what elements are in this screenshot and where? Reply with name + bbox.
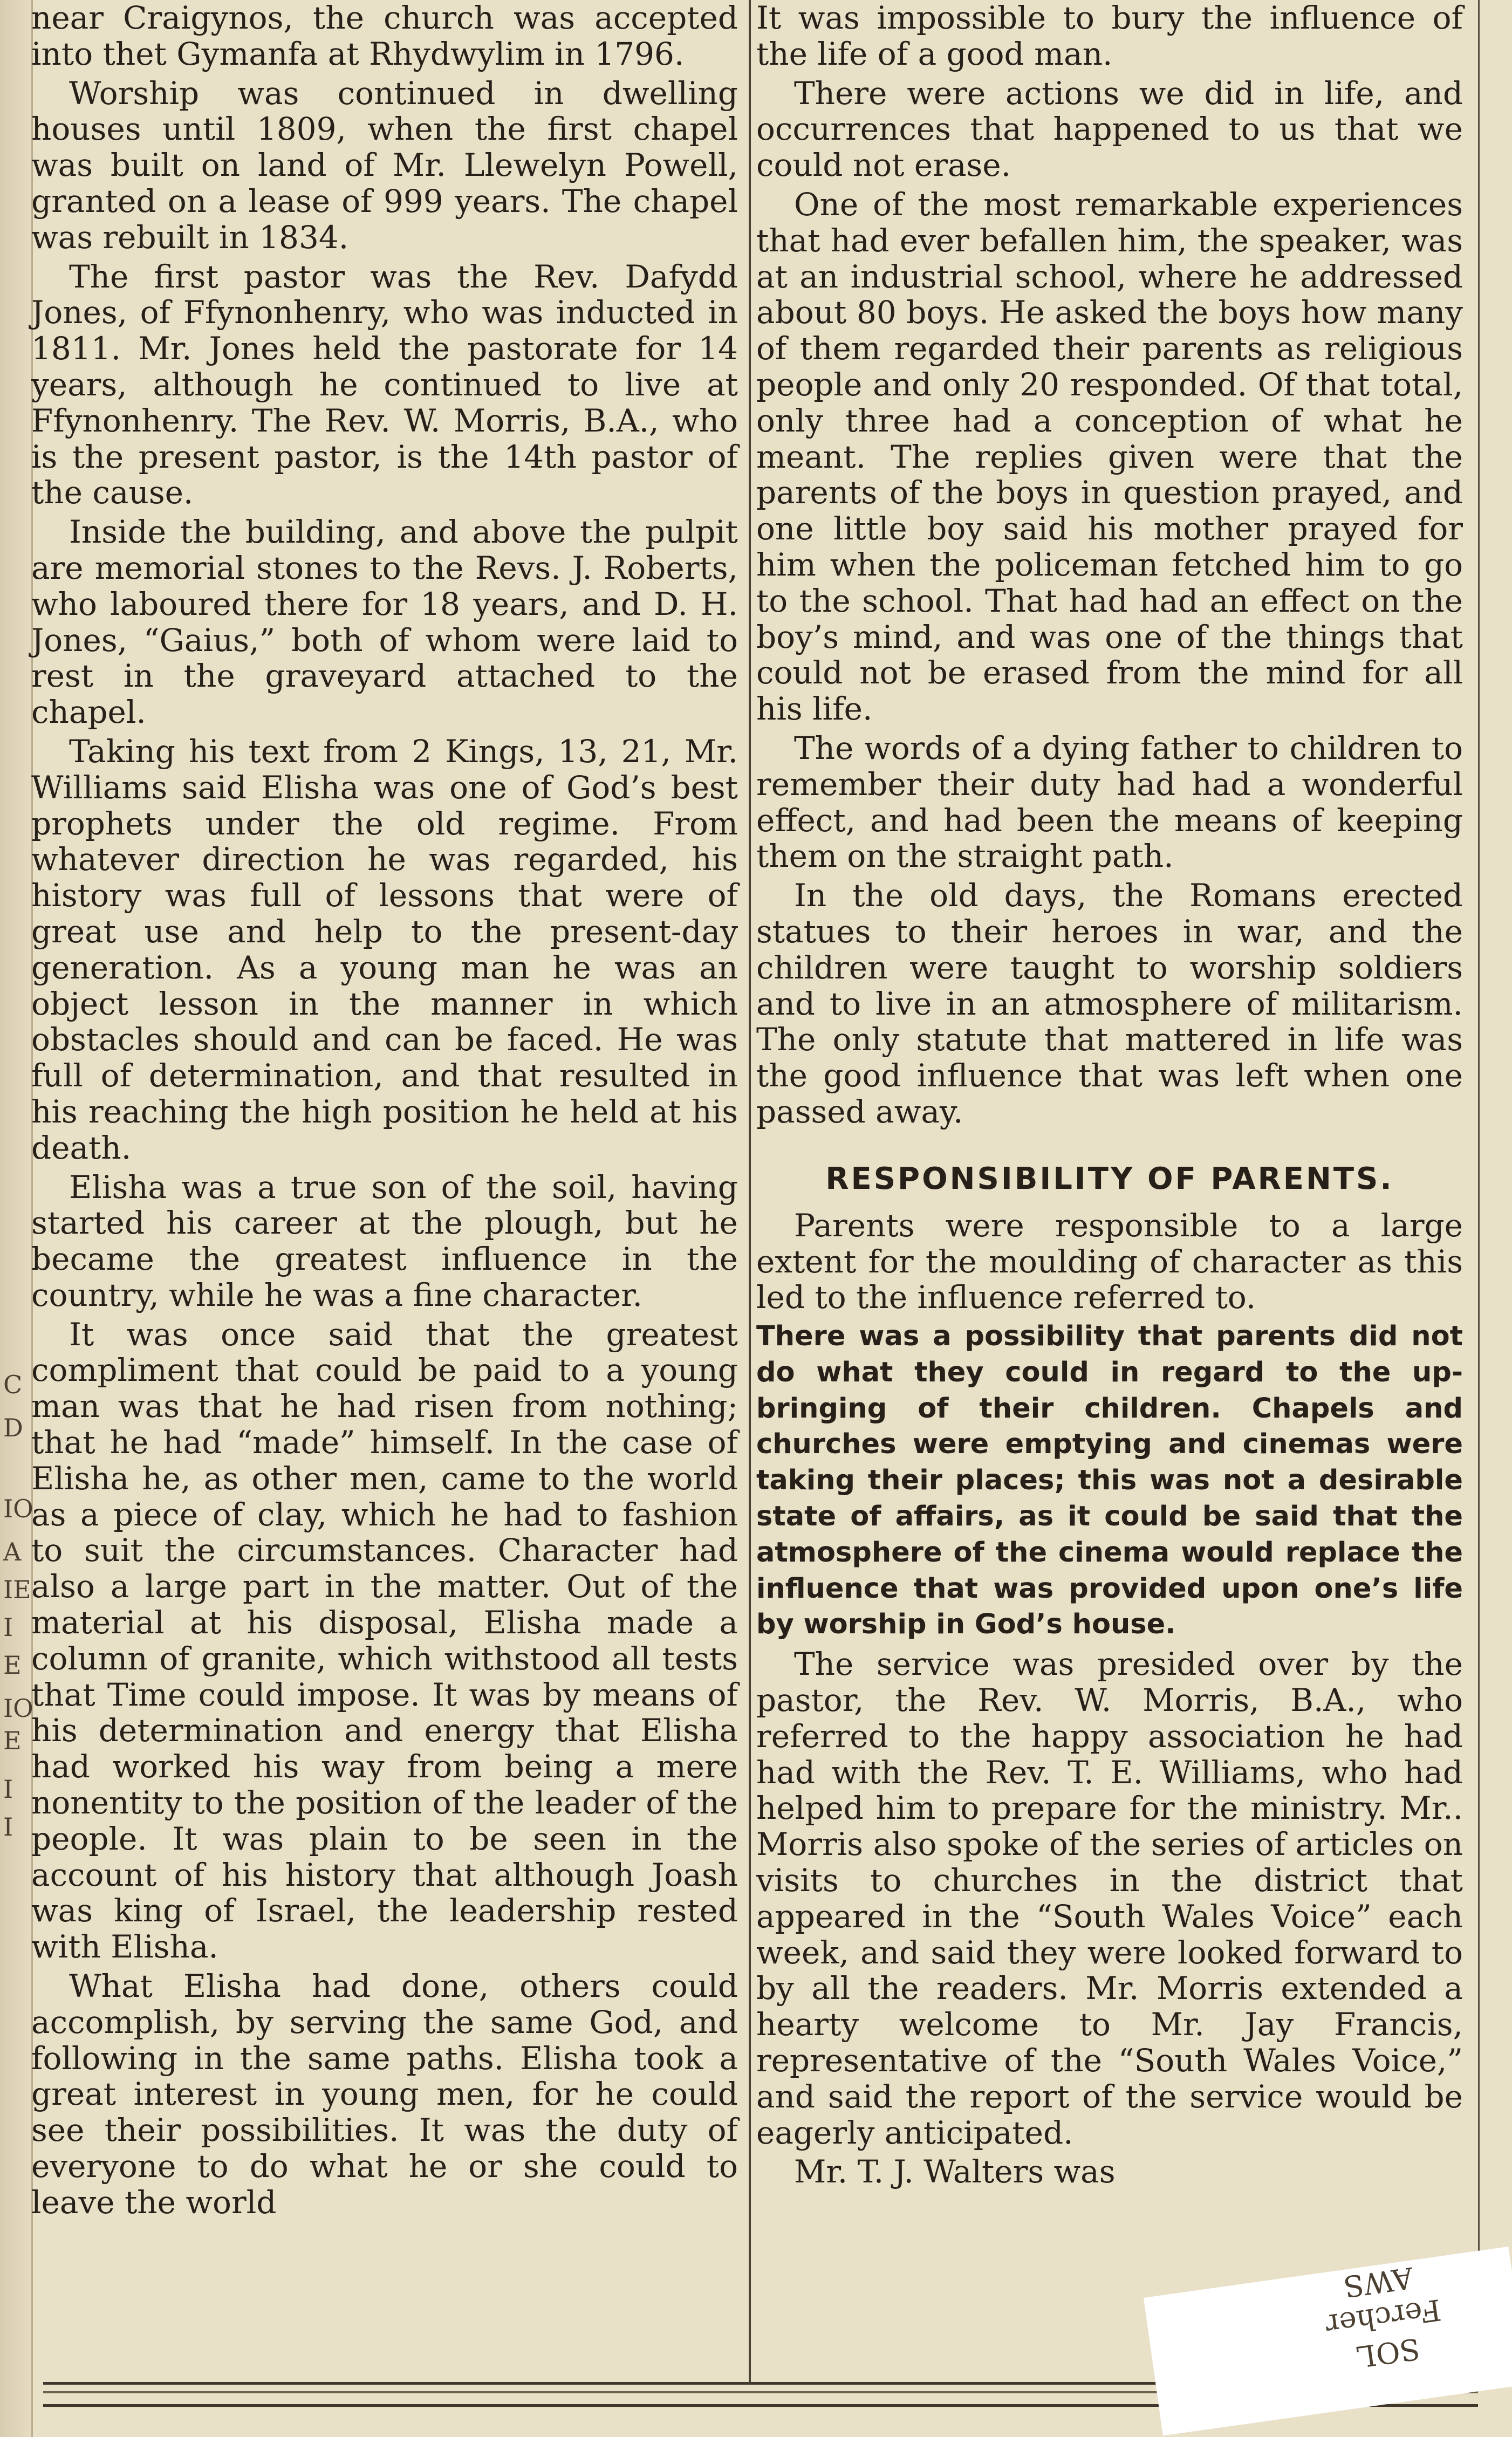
- column-divider: [749, 0, 751, 2384]
- margin-fragment: I: [3, 1613, 13, 1642]
- paragraph: One of the most remarkable experiences that had ever befallen him, the speaker, was at an industrial school, where he addressed about 80 boys. He asked the boys how many of them regarded their parents as religious people and only 20 responded. Of that total, only three had a conception of what he meant. The replies given were that the parents of the boys in question prayed, and one little boy said his mother prayed for him when the policeman fetched him to go to the school. That had had an effect on the boy’s mind, and was one of the things that could not be erased from the mind for all his life.: [756, 186, 1463, 728]
- margin-fragment: IO: [3, 1694, 33, 1723]
- margin-fragment: D: [3, 1413, 23, 1442]
- paragraph: Parents were responsible to a large extent for the moulding of character as this led to the influence referred to.: [756, 1207, 1463, 1316]
- margin-fragment: C: [3, 1370, 23, 1399]
- margin-fragment: E: [3, 1651, 22, 1680]
- margin-fragment: E: [3, 1726, 22, 1755]
- paragraph: Inside the building, and above the pulpit are memorial stones to the Revs. J. Roberts, who laboured there for 18 years, and D. H. Jones, “Gaius,” both of whom were laid to rest in the graveyard attached to the chapel.: [31, 514, 738, 731]
- paragraph: The words of a dying father to children to remember their duty had had a wonderful effect, and had been the means of keeping them on the straight path.: [756, 729, 1463, 875]
- margin-fragment: I: [3, 1775, 13, 1804]
- paragraph: Elisha was a true son of the soil, having started his career at the plough, but he became the greatest influence in the country, while he was a fine character.: [31, 1168, 738, 1313]
- margin-fragment: I: [3, 1812, 13, 1842]
- right-column: [756, 0, 1463, 2193]
- paragraph: What Elisha had done, others could accomplish, by serving the same God, and following in the same paths. Elisha took a great interest in young men, for he could see their possibilities. It was the duty of everyone to do what he or she could to leave the world: [31, 1968, 738, 2221]
- stamp-line: AWS: [1341, 2260, 1415, 2304]
- paragraph-continued: Mr. T. J. Walters was: [794, 2153, 1116, 2190]
- paragraph: There were actions we did in life, and occurrences that happened to us that we could not erase.: [756, 74, 1463, 184]
- paragraph: Worship was continued in dwelling houses until 1809, when the first chapel was built on land of Mr. Llewelyn Powell, granted on a lease of 999 years. The chapel was rebuilt in 1834.: [31, 74, 738, 256]
- right-column-rule: [1478, 0, 1480, 2346]
- paragraph: The first pastor was the Rev. Dafydd Jones, of Ffynonhenry, who was inducted in 1811. Mr. Jones held the pastorate for 14 years, although he continued to live at Ffynonhenry. The Rev. W. Morris, B.A., who is the present pastor, is the 14th pastor of the cause.: [31, 258, 738, 511]
- margin-fragment: IO: [3, 1494, 33, 1523]
- stamp-line: SOL: [1354, 2331, 1422, 2374]
- section-heading: RESPONSIBILITY OF PARENTS.: [825, 1161, 1394, 1196]
- adjacent-column-edge: [0, 0, 33, 2437]
- paragraph: In the old days, the Romans erected statues to their heroes in war, and the children were taught to worship soldiers and to live in an atmosphere of militarism. The only statute that mattered in life was the good influence that was left when one passed away.: [756, 877, 1463, 1130]
- paragraph: Taking his text from 2 Kings, 13, 21, Mr. Williams said Elisha was one of God’s best prophets under the old regime. From whatever direction he was regarded, his history was full of lessons that were of great use and help to the present-day generation. As a young man he was an object lesson in the manner in which obstacles should and can be faced. He was full of determination, and that resulted in his reaching the high position he held at his death.: [31, 733, 738, 1166]
- paragraph: It was once said that the greatest compliment that could be paid to a young man was that he had risen from nothing; that he had “made” himself. In the case of Elisha he, as other men, came to the world as a piece of clay, which he had to fashion to suit the circumstances. Character had also a large part in the matter. Out of the material at his disposal, Elisha made a column of granite, which withstood all tests that Time could impose. It was by means of his determination and energy that Elisha had worked his way from being a mere nonentity to the position of the leader of the people. It was plain to be seen in the account of his history that although Joash was king of Israel, the leadership rested with Elisha.: [31, 1316, 738, 1966]
- margin-fragment: A: [3, 1537, 22, 1566]
- margin-fragment: IE: [3, 1575, 31, 1604]
- left-column: [31, 0, 738, 2224]
- paragraph: near Craigynos, the church was accepted into thet Gymanfa at Rhydwylim in 1796.: [31, 0, 738, 72]
- bold-paragraph: There was a possibility that parents did not do what they could in regard to the up-bringing of their children. Chapels and churches were emptying and cinemas were taking their places; this was not a desirable state of affairs, as it could be said that the atmosphere of the cinema would replace the influence that was provided upon one’s life by worship in God’s house.: [756, 1320, 1463, 1641]
- stamp-line: Fercher: [1323, 2292, 1443, 2343]
- paragraph: The service was presided over by the pastor, the Rev. W. Morris, B.A., who referred to the happy association he had had with the Rev. T. E. Williams, who had helped him to prepare for the ministry. Mr.. Morris also spoke of the series of articles on visits to churches in the district that appeared in the “South Wales Voice” each week, and said they were looked forward to by all the readers. Mr. Morris extended a hearty welcome to Mr. Jay Francis, representative of the “South Wales Voice,” and said the report of the service would be eagerly anticipated.: [756, 1646, 1463, 2151]
- paragraph: It was impossible to bury the influence of the life of a good man.: [756, 0, 1463, 72]
